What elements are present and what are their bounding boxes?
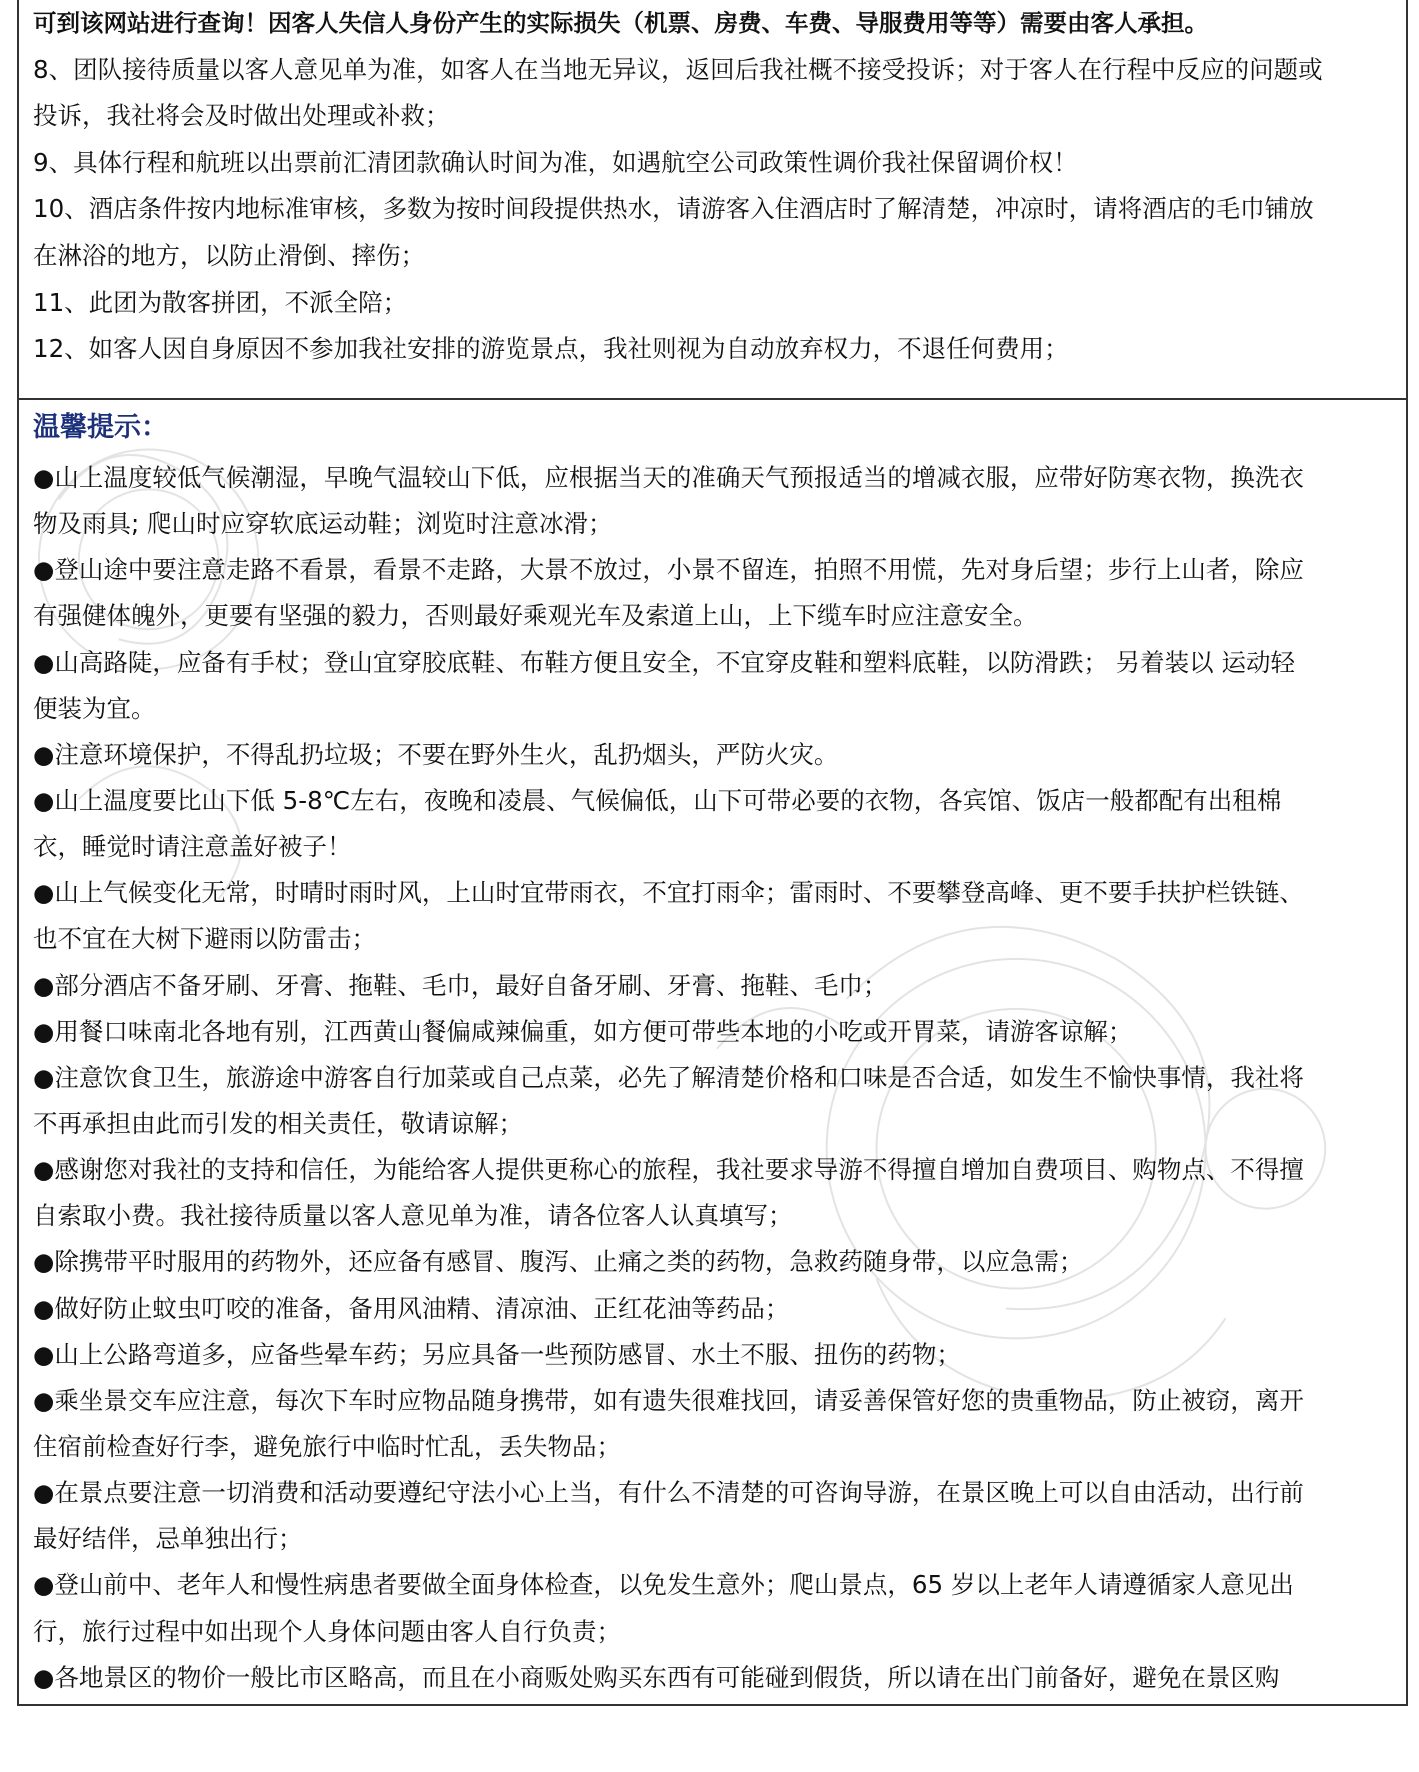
tips-section bbox=[19, 400, 1406, 1704]
tip-line: ●部分酒店不备牙刷、牙膏、拖鞋、毛巾，最好自备牙刷、牙膏、拖鞋、毛巾； bbox=[33, 970, 888, 1000]
tip-line: 物及雨具; 爬山时应穿软底运动鞋；浏览时注意冰滑； bbox=[33, 509, 613, 539]
tip-line: 也不宜在大树下避雨以防雷击； bbox=[33, 924, 376, 954]
tip-line: ●在景点要注意一切消费和活动要遵纪守法小心上当，有什么不清楚的可咨询导游，在景区晚上可以自由活动，出行前 bbox=[33, 1478, 1304, 1508]
tip-line: 衣，睡觉时请注意盖好被子！ bbox=[33, 832, 352, 862]
tip-line: ●做好防止蚊虫叮咬的准备，备用风油精、清凉油、正红花油等药品； bbox=[33, 1293, 790, 1323]
tip-line: ●登山途中要注意走路不看景，看景不走路，大景不放过，小景不留连，拍照不用慌，先对身后望；步行上山者，除应 bbox=[33, 555, 1304, 585]
tip-line: ●山上温度较低气候潮湿，早晚气温较山下低，应根据当天的准确天气预报适当的增减衣服，应带好防寒衣物，换洗衣 bbox=[33, 463, 1304, 492]
tip-line: 不再承担由此而引发的相关责任，敬请谅解； bbox=[33, 1108, 523, 1138]
notice-line: 在淋浴的地方，以防止滑倒、摔伤； bbox=[33, 240, 425, 270]
notice-line: 10、酒店条件按内地标准审核，多数为按时间段提供热水，请游客入住酒店时了解清楚，冲凉时，请将酒店的毛巾铺放 bbox=[33, 194, 1314, 224]
tip-line: ●山上温度要比山下低 5-8℃左右，夜晚和凌晨、气候偏低，山下可带必要的衣物，各宾馆、饭店一般都配有出租棉 bbox=[33, 785, 1282, 815]
tip-line: 住宿前检查好行李，避免旅行中临时忙乱，丢失物品； bbox=[33, 1431, 621, 1461]
notice-line: 9、具体行程和航班以出票前汇清团款确认时间为准，如遇航空公司政策性调价我社保留调价权！ bbox=[33, 147, 1078, 177]
notice-line: 12、如客人因自身原因不参加我社安排的游览景点，我社则视为自动放弃权力，不退任何费用； bbox=[33, 334, 1069, 364]
notice-line: 8、团队接待质量以客人意见单为准，如客人在当地无异议，返回后我社概不接受投诉；对于客人在行程中反应的问题或 bbox=[33, 54, 1323, 84]
tip-line: ●山上公路弯道多，应备些晕车药；另应具备一些预防感冒、水土不服、扭伤的药物； bbox=[33, 1339, 961, 1369]
tip-line: 便装为宜。 bbox=[33, 693, 156, 723]
notices-section bbox=[19, 0, 1406, 400]
tip-line: ●用餐口味南北各地有别，江西黄山餐偏咸辣偏重，如方便可带些本地的小吃或开胃菜，请游客谅解； bbox=[33, 1016, 1133, 1046]
tip-line: ●除携带平时服用的药物外，还应备有感冒、腹泻、止痛之类的药物，急救药随身带，以应急需； bbox=[33, 1247, 1084, 1277]
tip-line: ●山高路陡，应备有手杖；登山宜穿胶底鞋、布鞋方便且安全，不宜穿皮鞋和塑料底鞋，以防滑跌； 另着装以 运动轻 bbox=[33, 647, 1295, 677]
tip-line: 最好结伴，忌单独出行； bbox=[33, 1524, 303, 1554]
document-frame bbox=[17, 0, 1408, 1706]
notice-line: 投诉，我社将会及时做出处理或补救； bbox=[33, 101, 450, 131]
tips-title: 温馨提示： bbox=[33, 412, 168, 443]
tip-line: 自索取小费。我社接待质量以客人意见单为准，请各位客人认真填写； bbox=[33, 1201, 793, 1231]
tip-line: ●山上气候变化无常，时晴时雨时风，上山时宜带雨衣，不宜打雨伞；雷雨时、不要攀登高峰、更不要手扶护栏铁链、 bbox=[33, 878, 1304, 908]
tip-line: ●登山前中、老年人和慢性病患者要做全面身体检查，以免发生意外；爬山景点，65 岁以上老年人请遵循家人意见出 bbox=[33, 1570, 1294, 1600]
tip-line: ●注意饮食卫生，旅游途中游客自行加菜或自己点菜，必先了解清楚价格和口味是否合适，如发生不愉快事情，我社将 bbox=[33, 1062, 1304, 1092]
notice-line: 可到该网站进行查询！因客人失信人身份产生的实际损失（机票、房费、车费、导服费用等等）需要由客人承担。 bbox=[33, 9, 1208, 37]
tip-line: ●各地景区的物价一般比市区略高，而且在小商贩处购买东西有可能碰到假货，所以请在出门前备好，避免在景区购 bbox=[33, 1662, 1280, 1692]
tip-line: ●乘坐景交车应注意，每次下车时应物品随身携带，如有遗失很难找回，请妥善保管好您的贵重物品，防止被窃，离开 bbox=[33, 1385, 1304, 1415]
tip-line: ●注意环境保护，不得乱扔垃圾；不要在野外生火，乱扔烟头，严防火灾。 bbox=[33, 739, 839, 769]
tip-line: 有强健体魄外，更要有坚强的毅力，否则最好乘观光车及索道上山，上下缆车时应注意安全。 bbox=[33, 601, 1038, 631]
notice-line: 11、此团为散客拼团，不派全陪； bbox=[33, 287, 408, 317]
tip-line: 行，旅行过程中如出现个人身体问题由客人自行负责； bbox=[33, 1616, 621, 1646]
tip-line: ●感谢您对我社的支持和信任，为能给客人提供更称心的旅程，我社要求导游不得擅自增加自费项目、购物点、不得擅 bbox=[33, 1155, 1304, 1185]
